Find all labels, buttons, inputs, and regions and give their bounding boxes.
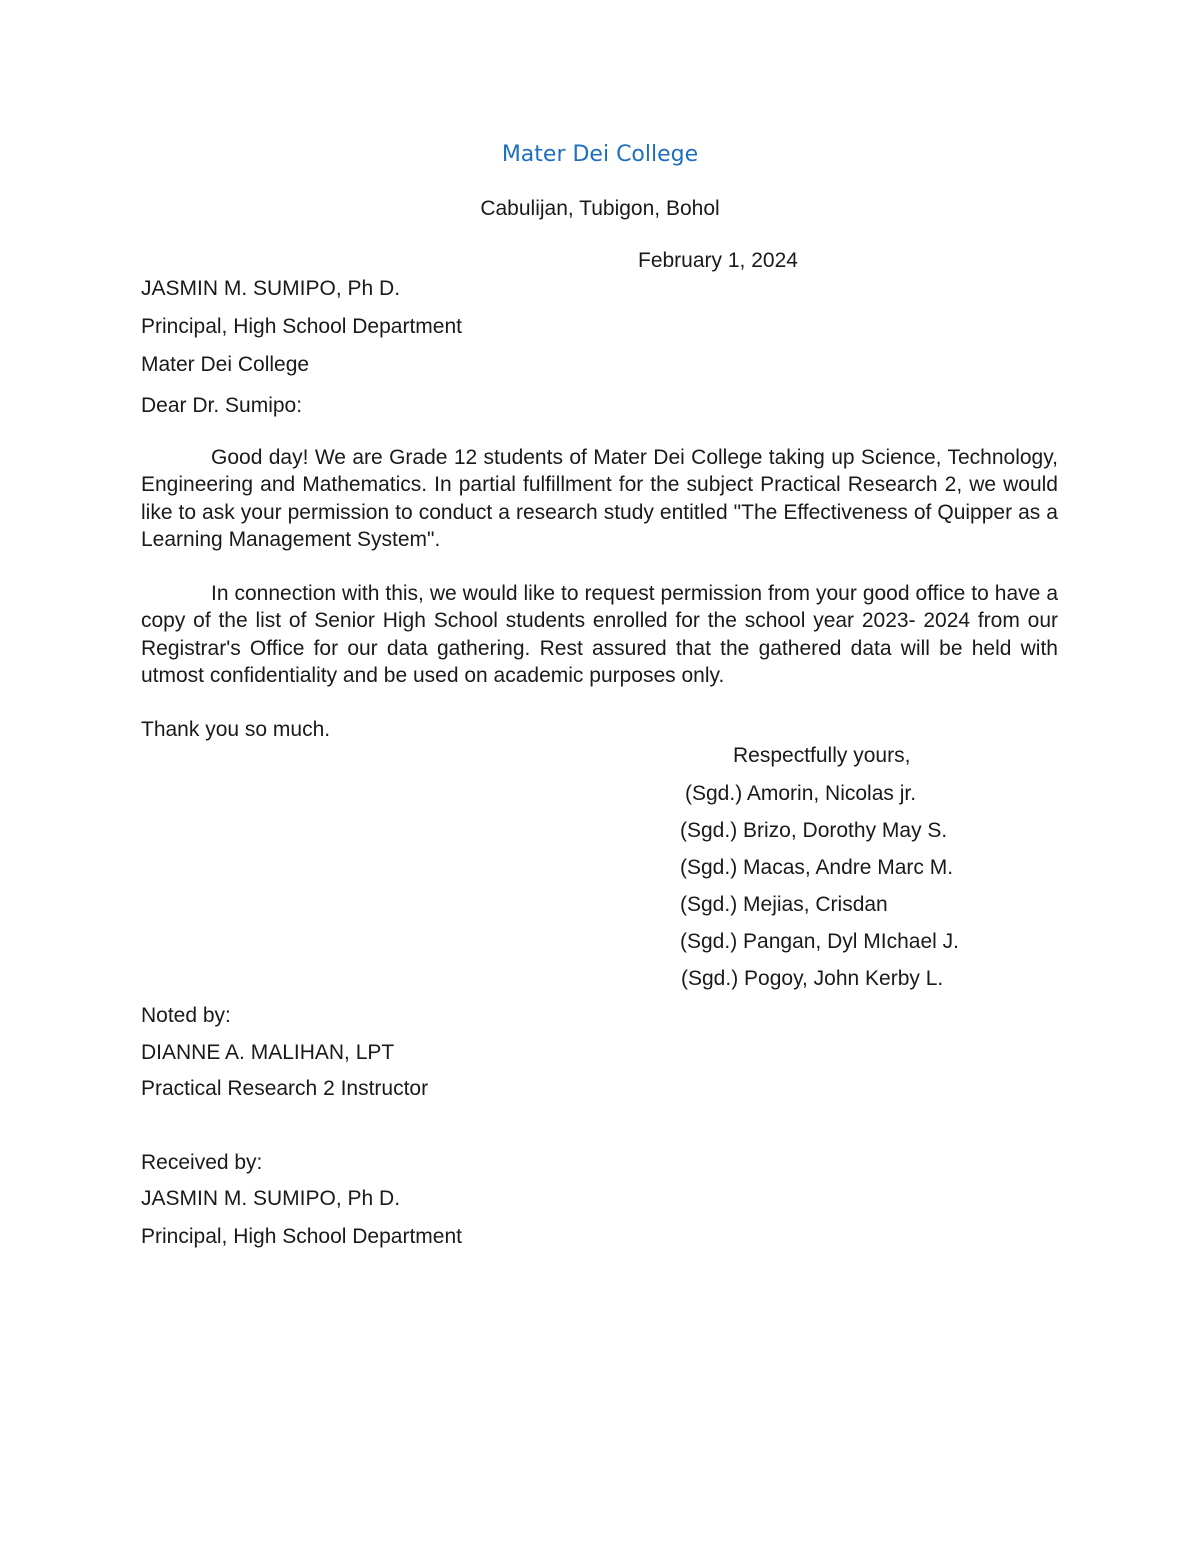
thanks-line: Thank you so much. bbox=[141, 718, 331, 741]
signatory-line: (Sgd.) Brizo, Dorothy May S. bbox=[680, 819, 948, 842]
signatory-line: (Sgd.) Amorin, Nicolas jr. bbox=[685, 782, 917, 805]
noted-by-name: DIANNE A. MALIHAN, LPT bbox=[141, 1041, 395, 1064]
body-paragraph-1: Good day! We are Grade 12 students of Mater Dei College taking up Science, Technology, Engineering and Mathematics. In partial fulfillment for the subject Practical Research 2, we would like to ask your permission to conduct a research study entitled "The Effectiveness of Quipper as a Learning Management System". bbox=[141, 446, 1058, 551]
received-by-label: Received by: bbox=[141, 1151, 263, 1174]
recipient-position: Principal, High School Department bbox=[141, 315, 462, 338]
received-by-name: JASMIN M. SUMIPO, Ph D. bbox=[141, 1187, 401, 1210]
noted-by-position: Practical Research 2 Instructor bbox=[141, 1077, 429, 1100]
noted-by-label: Noted by: bbox=[141, 1004, 231, 1027]
body-paragraph-2: In connection with this, we would like to request permission from your good office to have a copy of the list of Senior High School students enrolled for the school year 2023- 2024 from our Registrar's Office for our data gathering. Rest assured that the gathered data will be held with utmost confidentiality and be used on academic purposes only. bbox=[141, 582, 1058, 687]
received-by-position: Principal, High School Department bbox=[141, 1225, 462, 1248]
signatory-line: (Sgd.) Pogoy, John Kerby L. bbox=[681, 967, 944, 990]
institution-address: Cabulijan, Tubigon, Bohol bbox=[480, 197, 720, 220]
signatory-line: (Sgd.) Pangan, Dyl MIchael J. bbox=[680, 930, 959, 953]
signatory-line: (Sgd.) Mejias, Crisdan bbox=[680, 893, 888, 916]
recipient-institution: Mater Dei College bbox=[141, 353, 310, 376]
letter-date: February 1, 2024 bbox=[638, 249, 798, 272]
recipient-name: JASMIN M. SUMIPO, Ph D. bbox=[141, 277, 401, 300]
signatory-line: (Sgd.) Macas, Andre Marc M. bbox=[680, 856, 954, 879]
institution-heading: Mater Dei College bbox=[501, 142, 699, 167]
closing: Respectfully yours, bbox=[733, 744, 911, 767]
salutation: Dear Dr. Sumipo: bbox=[141, 394, 303, 417]
